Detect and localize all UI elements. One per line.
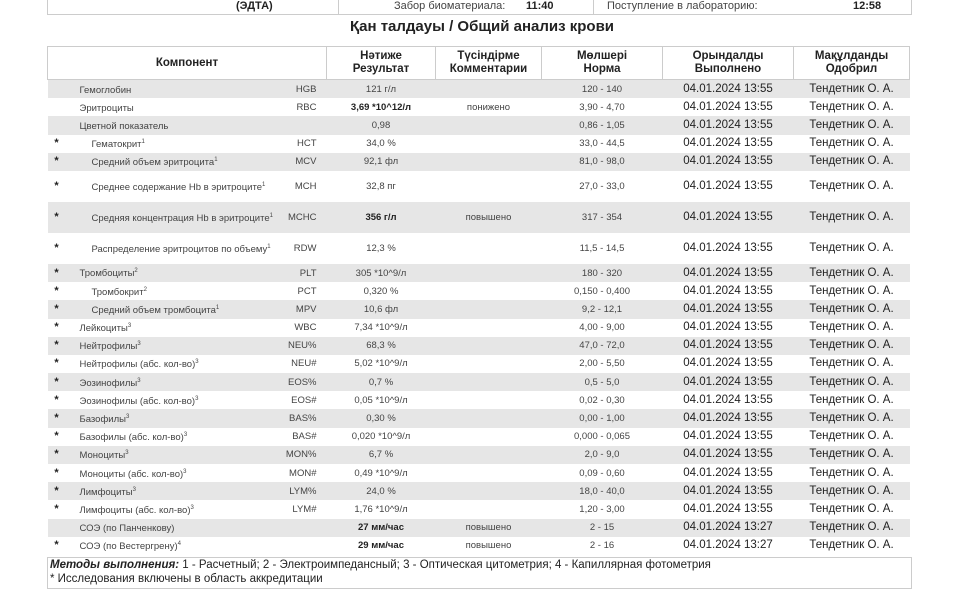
table-row — [48, 98, 910, 116]
done-date: 04.01.2024 13:55 — [683, 502, 773, 515]
norm-range: 33,0 - 44,5 — [579, 138, 625, 150]
norm-range: 2,0 - 9,0 — [542, 446, 663, 464]
approved-by: Тендетник О. А. — [794, 116, 910, 134]
component-code — [277, 537, 327, 555]
approved-by: Тендетник О. А. — [809, 393, 894, 406]
table-row — [48, 233, 910, 264]
method-footnote: 3 — [132, 486, 136, 493]
component-name — [66, 373, 277, 391]
accreditation-star: * — [54, 137, 59, 150]
accreditation-star: * — [48, 373, 66, 391]
table-row — [48, 409, 910, 427]
header-done-ru: Выполнено — [694, 63, 762, 75]
table-row — [48, 282, 910, 300]
table-row — [48, 319, 910, 337]
result-value: 12,3 % — [366, 242, 396, 254]
footer-notes — [47, 557, 912, 589]
done-date: 04.01.2024 13:55 — [663, 202, 794, 233]
header-result — [327, 47, 436, 80]
comment — [436, 282, 542, 300]
done-date: 04.01.2024 13:55 — [683, 466, 773, 479]
approved-by: Тендетник О. А. — [794, 337, 910, 355]
accreditation-star: * — [48, 264, 66, 282]
table-row — [48, 337, 910, 355]
component-code: PLT — [277, 264, 327, 282]
header-norm-kz: Мөлшері — [576, 50, 628, 62]
table-row — [48, 500, 910, 518]
done-date: 04.01.2024 13:55 — [663, 446, 794, 464]
component-name — [66, 500, 277, 518]
done-date: 04.01.2024 13:27 — [683, 539, 773, 552]
accreditation-star: * — [54, 284, 59, 297]
table-row — [48, 537, 910, 555]
approved-by: Тендетник О. А. — [809, 430, 894, 443]
component-name-text: Лейкоциты — [79, 323, 128, 335]
accreditation-star: * — [54, 393, 59, 406]
comment — [436, 135, 542, 153]
sample-info-row — [47, 0, 912, 15]
done-date: 04.01.2024 13:55 — [683, 137, 773, 150]
result-value: 6,7 % — [327, 446, 436, 464]
component-code: LYM% — [277, 482, 327, 500]
component-code: HGB — [277, 80, 327, 99]
comment — [436, 264, 542, 282]
table-row — [48, 116, 910, 134]
result-value: 29 мм/час — [358, 540, 404, 552]
approved-by: Тендетник О. А. — [809, 539, 894, 552]
component-code: LYM# — [292, 503, 317, 515]
component-name-text: Базофилы — [79, 414, 126, 426]
accreditation-star: * — [54, 502, 59, 515]
component-name-text: Моноциты (абс. кол-во) — [79, 468, 184, 480]
done-date: 04.01.2024 13:55 — [683, 357, 773, 370]
result-value: 356 г/л — [327, 202, 436, 233]
method-footnote: 1 — [141, 139, 145, 146]
component-name-text: Тромбоциты — [79, 268, 135, 280]
accreditation-star: * — [48, 202, 66, 233]
component-code: MCH — [294, 180, 317, 192]
norm-range: 81,0 - 98,0 — [542, 153, 663, 171]
table-row — [48, 428, 910, 446]
comment — [436, 300, 542, 318]
component-name — [66, 233, 277, 264]
component-name-text: Распределение эритроцитов по объему — [91, 244, 268, 256]
table-row — [48, 464, 910, 482]
accreditation-star: * — [54, 466, 59, 479]
done-date: 04.01.2024 13:27 — [663, 519, 794, 537]
component-name — [66, 282, 277, 300]
component-name — [66, 116, 277, 134]
approved-by: Тендетник О. А. — [794, 153, 910, 171]
done-date: 04.01.2024 13:55 — [683, 284, 773, 297]
result-value: 10,6 фл — [327, 300, 436, 318]
approved-by: Тендетник О. А. — [794, 202, 910, 233]
header-norm-ru: Норма — [583, 63, 621, 75]
component-name-text: Гемоглобин — [79, 84, 132, 96]
norm-range: 47,0 - 72,0 — [542, 337, 663, 355]
component-name-text: Моноциты — [79, 450, 126, 462]
method-footnote: 3 — [183, 468, 187, 475]
component-name — [66, 202, 277, 233]
table-row — [48, 153, 910, 171]
done-date: 04.01.2024 13:55 — [663, 264, 794, 282]
norm-range: 0,86 - 1,05 — [542, 116, 663, 134]
norm-range: 0,00 - 1,00 — [542, 409, 663, 427]
done-date: 04.01.2024 13:55 — [683, 321, 773, 334]
norm-range: 180 - 320 — [542, 264, 663, 282]
method-footnote: 1 — [215, 304, 220, 311]
component-code — [277, 519, 327, 537]
component-name — [66, 446, 277, 464]
accreditation-star: * — [48, 337, 66, 355]
arrival-label: Поступление в лабораторию: — [607, 0, 758, 12]
accreditation-star — [48, 116, 66, 134]
done-date: 04.01.2024 13:55 — [663, 300, 794, 318]
header-approved — [794, 47, 910, 80]
accreditation-star — [48, 80, 66, 99]
comment — [436, 464, 542, 482]
comment: повышено — [436, 202, 542, 233]
result-value: 34,0 % — [366, 138, 396, 150]
done-date: 04.01.2024 13:55 — [663, 337, 794, 355]
accreditation-star — [48, 98, 66, 116]
method-footnote: 3 — [190, 504, 194, 511]
approved-by: Тендетник О. А. — [809, 502, 894, 515]
result-value: 7,34 *10^9/л — [354, 322, 408, 334]
comment — [436, 500, 542, 518]
header-approved-ru: Одобрил — [825, 63, 878, 75]
component-code: EOS% — [277, 373, 327, 391]
component-name-text: Базофилы (абс. кол-во) — [79, 432, 184, 444]
component-code: BAS% — [277, 409, 327, 427]
header-done-kz: Орындалды — [692, 50, 764, 62]
approved-by: Тендетник О. А. — [794, 373, 910, 391]
comment: понижено — [466, 101, 511, 113]
norm-range: 0,09 - 0,60 — [579, 467, 625, 479]
header-approved-kz: Мақұлданды — [814, 50, 889, 62]
divider — [593, 0, 594, 14]
accreditation-star: * — [54, 357, 59, 370]
result-value: 5,02 *10^9/л — [354, 358, 408, 370]
component-name-text: Нейтрофилы — [79, 341, 138, 353]
accreditation-star: * — [48, 409, 66, 427]
comment — [436, 482, 542, 500]
done-date: 04.01.2024 13:55 — [683, 100, 773, 113]
norm-range: 27,0 - 33,0 — [579, 180, 625, 192]
component-code: MCHC — [277, 202, 327, 233]
component-name — [66, 409, 277, 427]
norm-range: 0,150 - 0,400 — [574, 285, 630, 297]
component-code — [277, 116, 327, 134]
approved-by: Тендетник О. А. — [794, 80, 910, 99]
component-code: PCT — [297, 285, 317, 297]
comment — [436, 428, 542, 446]
method-footnote: 3 — [127, 323, 132, 330]
component-name — [66, 355, 277, 373]
component-code: EOS# — [291, 394, 317, 406]
approved-by: Тендетник О. А. — [809, 321, 894, 334]
accreditation-star: * — [54, 321, 59, 334]
component-code: MON# — [289, 467, 317, 479]
accreditation-star: * — [48, 482, 66, 500]
component-name-text: Цветной показатель — [79, 121, 169, 133]
table-row — [48, 519, 910, 537]
comment — [436, 319, 542, 337]
accreditation-note: * Исследования включены в область аккредитации — [50, 573, 323, 585]
component-name-text: Лимфоциты — [79, 486, 133, 498]
methods-text: 1 - Расчетный; 2 - Электроимпедансный; 3 - Оптическая цитометрия; 4 - Капиллярная фотометрия — [179, 559, 711, 571]
header-comment — [436, 47, 542, 80]
comment: повышено — [436, 519, 542, 537]
component-name — [66, 337, 277, 355]
component-name-text: Эозинофилы — [79, 377, 138, 389]
comment — [436, 373, 542, 391]
comment — [436, 355, 542, 373]
result-value: 0,020 *10^9/л — [351, 431, 411, 443]
component-name — [66, 300, 277, 318]
accreditation-star: * — [48, 446, 66, 464]
component-code: NEU# — [291, 358, 317, 370]
result-value: 32,8 пг — [366, 180, 396, 192]
table-row — [48, 355, 910, 373]
component-code: RBC — [296, 101, 317, 113]
method-footnote: 3 — [195, 395, 199, 402]
norm-range: 11,5 - 14,5 — [579, 242, 625, 254]
done-date: 04.01.2024 13:55 — [683, 393, 773, 406]
component-name — [66, 391, 277, 409]
norm-range: 4,00 - 9,00 — [579, 322, 625, 334]
method-footnote: 3 — [125, 450, 129, 457]
table-row — [48, 171, 910, 202]
comment — [436, 153, 542, 171]
header-comment-kz: Түсіндірме — [457, 50, 520, 62]
accreditation-star: * — [48, 153, 66, 171]
result-value: 305 *10^9/л — [327, 264, 436, 282]
norm-range: 9,2 - 12,1 — [542, 300, 663, 318]
norm-range: 18,0 - 40,0 — [542, 482, 663, 500]
table-row — [48, 446, 910, 464]
header-norm — [542, 47, 663, 80]
result-value: 24,0 % — [327, 482, 436, 500]
accreditation-star — [48, 519, 66, 537]
component-name — [66, 537, 277, 555]
done-date: 04.01.2024 13:55 — [663, 153, 794, 171]
result-value: 0,49 *10^9/л — [354, 467, 408, 479]
component-code: RDW — [293, 242, 317, 254]
approved-by: Тендетник О. А. — [794, 300, 910, 318]
method-footnote: 1 — [261, 181, 266, 188]
comment — [436, 391, 542, 409]
accreditation-star: * — [54, 179, 59, 192]
norm-range: 120 - 140 — [542, 80, 663, 99]
done-date: 04.01.2024 13:55 — [663, 482, 794, 500]
divider — [338, 0, 339, 14]
component-code: WBC — [294, 322, 317, 334]
component-name-text: Гематокрит — [91, 139, 142, 151]
approved-by: Тендетник О. А. — [794, 446, 910, 464]
approved-by: Тендетник О. А. — [809, 357, 894, 370]
table-row — [48, 482, 910, 500]
accreditation-star: * — [54, 430, 59, 443]
component-code: MPV — [277, 300, 327, 318]
table-row — [48, 135, 910, 153]
component-name — [66, 153, 277, 171]
comment — [436, 446, 542, 464]
approved-by: Тендетник О. А. — [794, 264, 910, 282]
method-footnote: 3 — [183, 432, 188, 439]
result-value: 0,98 — [327, 116, 436, 134]
component-name — [66, 264, 277, 282]
component-name-text: Лимфоциты (абс. кол-во) — [79, 505, 191, 517]
component-code: NEU% — [277, 337, 327, 355]
component-name-text: СОЭ (по Панченкову) — [79, 523, 175, 535]
table-row — [48, 264, 910, 282]
done-date: 04.01.2024 13:55 — [663, 116, 794, 134]
component-name — [66, 319, 277, 337]
component-name — [66, 519, 277, 537]
done-date: 04.01.2024 13:55 — [683, 430, 773, 443]
approved-by: Тендетник О. А. — [794, 409, 910, 427]
tube-type: (ЭДТА) — [236, 0, 273, 12]
header-result-kz: Нәтиже — [360, 50, 402, 62]
method-footnote: 3 — [125, 413, 130, 420]
norm-range: 2 - 15 — [542, 519, 663, 537]
page-title: Қан талдауы / Общий анализ крови — [349, 18, 615, 35]
methods-label: Методы выполнения: — [50, 559, 180, 571]
component-name-text: Средний объем тромбоцита — [91, 304, 216, 316]
accreditation-star: * — [54, 539, 59, 552]
accreditation-star: * — [48, 300, 66, 318]
component-code: MON% — [277, 446, 327, 464]
done-date: 04.01.2024 13:55 — [663, 373, 794, 391]
result-value: 0,320 % — [363, 285, 399, 297]
accreditation-star: * — [54, 241, 59, 254]
component-name-text: Средний объем эритроцита — [91, 157, 215, 169]
method-footnote: 2 — [143, 286, 147, 293]
component-name-text: Тромбокрит — [91, 286, 144, 298]
method-footnote: 1 — [214, 157, 218, 164]
approved-by: Тендетник О. А. — [794, 519, 910, 537]
norm-range: 2 - 16 — [589, 540, 615, 552]
header-done — [663, 47, 794, 80]
result-value: 92,1 фл — [327, 153, 436, 171]
result-value: 27 мм/час — [327, 519, 436, 537]
comment — [436, 80, 542, 99]
result-value: 0,05 *10^9/л — [354, 394, 408, 406]
comment — [436, 116, 542, 134]
result-value: 0,7 % — [327, 373, 436, 391]
comment — [436, 409, 542, 427]
approved-by: Тендетник О. А. — [809, 100, 894, 113]
approved-by: Тендетник О. А. — [809, 137, 894, 150]
component-name-text: Нейтрофилы (абс. кол-во) — [79, 359, 196, 371]
header-component: Компонент — [48, 47, 327, 80]
table-row — [48, 373, 910, 391]
method-footnote: 1 — [269, 212, 273, 219]
method-footnote: 1 — [267, 243, 271, 250]
component-name — [66, 171, 277, 202]
result-value: 121 г/л — [327, 80, 436, 99]
component-name — [66, 482, 277, 500]
collection-label: Забор биоматериала: — [394, 0, 506, 12]
done-date: 04.01.2024 13:55 — [683, 179, 773, 192]
component-name — [66, 135, 277, 153]
norm-range: 317 - 354 — [542, 202, 663, 233]
results-table — [47, 46, 910, 555]
norm-range: 1,20 - 3,00 — [579, 503, 625, 515]
done-date: 04.01.2024 13:55 — [663, 80, 794, 99]
norm-range: 0,5 - 5,0 — [542, 373, 663, 391]
comment: повышено — [465, 540, 512, 552]
header-comment-ru: Комментарии — [449, 63, 528, 75]
component-name — [66, 98, 277, 116]
table-header — [48, 47, 910, 80]
component-code: HCT — [296, 138, 317, 150]
approved-by: Тендетник О. А. — [809, 284, 894, 297]
norm-range: 2,00 - 5,50 — [579, 358, 625, 370]
component-name-text: СОЭ (по Вестергрену) — [79, 541, 178, 553]
method-footnote: 3 — [195, 359, 199, 366]
norm-range: 0,000 - 0,065 — [574, 431, 630, 443]
approved-by: Тендетник О. А. — [809, 241, 894, 254]
comment — [436, 171, 542, 202]
component-name — [66, 80, 277, 99]
component-name-text: Средняя концентрация Hb в эритроците — [91, 213, 270, 225]
table-row — [48, 391, 910, 409]
table-row — [48, 300, 910, 318]
arrival-time: 12:58 — [853, 0, 882, 12]
component-name — [66, 464, 277, 482]
result-value: 3,69 *10^12/л — [350, 101, 412, 113]
component-name-text: Эозинофилы (абс. кол-во) — [79, 395, 196, 407]
table-row — [48, 80, 910, 99]
result-value: 0,30 % — [327, 409, 436, 427]
method-footnote: 4 — [177, 541, 181, 548]
header-result-ru: Результат — [352, 63, 410, 75]
done-date: 04.01.2024 13:55 — [683, 241, 773, 254]
table-row — [48, 202, 910, 233]
component-code: MCV — [277, 153, 327, 171]
approved-by: Тендетник О. А. — [809, 466, 894, 479]
collection-time: 11:40 — [526, 0, 554, 12]
method-footnote: 3 — [137, 377, 141, 384]
component-name-text: Эритроциты — [79, 102, 134, 114]
result-value: 1,76 *10^9/л — [354, 503, 408, 515]
done-date: 04.01.2024 13:55 — [663, 409, 794, 427]
comment — [436, 233, 542, 264]
approved-by: Тендетник О. А. — [794, 482, 910, 500]
approved-by: Тендетник О. А. — [809, 179, 894, 192]
component-name — [66, 428, 277, 446]
component-code: BAS# — [292, 431, 317, 443]
norm-range: 0,02 - 0,30 — [579, 394, 625, 406]
norm-range: 3,90 - 4,70 — [579, 101, 625, 113]
component-name-text: Среднее содержание Hb в эритроците — [91, 182, 262, 194]
method-footnote: 3 — [137, 341, 141, 348]
comment — [436, 337, 542, 355]
method-footnote: 2 — [134, 268, 138, 275]
result-value: 68,3 % — [327, 337, 436, 355]
